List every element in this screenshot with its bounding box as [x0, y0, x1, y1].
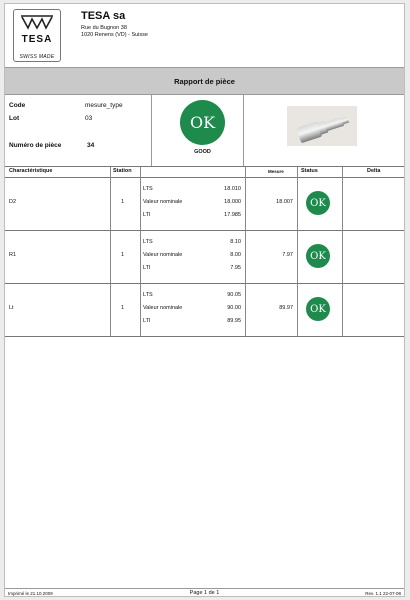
lot-label: Lot — [9, 115, 20, 122]
info-divider — [243, 94, 244, 166]
lti-value: 7.95 — [230, 265, 241, 271]
nominal-value: 18.000 — [224, 199, 241, 205]
nominal-label: Valeur nominale — [143, 252, 183, 258]
col-station: Station — [113, 168, 132, 174]
piece-number-value: 34 — [87, 142, 95, 149]
revision: Rev. 1.1 22-07-08 — [365, 591, 401, 596]
lts-value: 8.10 — [230, 239, 241, 245]
logo-tagline: SWISS MADE — [19, 54, 55, 60]
page-footer — [5, 588, 404, 597]
nominal-value: 90.00 — [227, 305, 241, 311]
report-title: Rapport de pièce — [174, 76, 235, 86]
lti-value: 89.95 — [227, 318, 241, 324]
piece-number-label: Numéro de pièce — [9, 142, 62, 149]
status-text: OK — [310, 250, 326, 262]
company-address-line2: 1020 Renens (VD) - Suisse — [81, 32, 148, 38]
lts-value: 18.010 — [224, 186, 241, 192]
piece-info — [5, 94, 404, 167]
lts-label: LTS — [143, 239, 153, 245]
caliper-logo-icon — [20, 14, 54, 32]
nominal-value: 8.00 — [230, 252, 241, 258]
col-characteristic: Charactéristique — [9, 168, 53, 174]
station-value: 1 — [121, 252, 125, 258]
company-name: TESA sa — [81, 10, 126, 22]
lti-value: 17.985 — [224, 212, 241, 218]
measure-value: 89.97 — [279, 305, 293, 311]
table-row — [5, 284, 404, 337]
lts-label: LTS — [143, 186, 153, 192]
measure-value: 18.007 — [276, 199, 293, 205]
col-measure: Mesure — [268, 169, 284, 174]
col-delta: Delta — [367, 168, 381, 174]
overall-status: OK — [189, 113, 216, 132]
status-text: OK — [310, 303, 326, 315]
lot-value: 03 — [85, 115, 93, 122]
lts-value: 90.05 — [227, 292, 241, 298]
overall-ok-badge — [180, 100, 225, 145]
overall-verdict: GOOD — [194, 149, 211, 155]
report-page — [4, 3, 405, 597]
status-ok-badge — [306, 191, 330, 215]
part-photo — [287, 106, 357, 146]
status-ok-badge — [306, 244, 330, 268]
code-label: Code — [9, 102, 26, 109]
company-address-line1: Rue du Bugnon 38 — [81, 25, 127, 31]
report-title-bar — [5, 67, 404, 95]
status-text: OK — [310, 197, 326, 209]
printed-date: Imprimé le 21.10.2009 — [8, 591, 53, 596]
station-value: 1 — [121, 199, 125, 205]
measure-value: 7.97 — [282, 252, 293, 258]
station-value: 1 — [121, 305, 125, 311]
col-status: Status — [301, 168, 318, 174]
characteristic-name: Lt — [9, 305, 14, 311]
table-header — [5, 167, 404, 178]
table-row — [5, 231, 404, 284]
nominal-label: Valeur nominale — [143, 305, 183, 311]
page-number: Page 1 de 1 — [189, 590, 220, 596]
lti-label: LTI — [143, 265, 151, 271]
info-divider — [151, 94, 152, 166]
nominal-label: Valeur nominale — [143, 199, 183, 205]
logo-wordmark: TESA — [21, 34, 53, 45]
company-block — [81, 10, 148, 39]
characteristic-name: D2 — [9, 199, 17, 205]
tesa-logo — [13, 9, 61, 62]
lti-label: LTI — [143, 318, 151, 324]
lts-label: LTS — [143, 292, 153, 298]
status-ok-badge — [306, 297, 330, 321]
characteristic-name: R1 — [9, 252, 17, 258]
code-value: mesure_type — [85, 102, 123, 109]
table-row — [5, 178, 404, 231]
lti-label: LTI — [143, 212, 151, 218]
